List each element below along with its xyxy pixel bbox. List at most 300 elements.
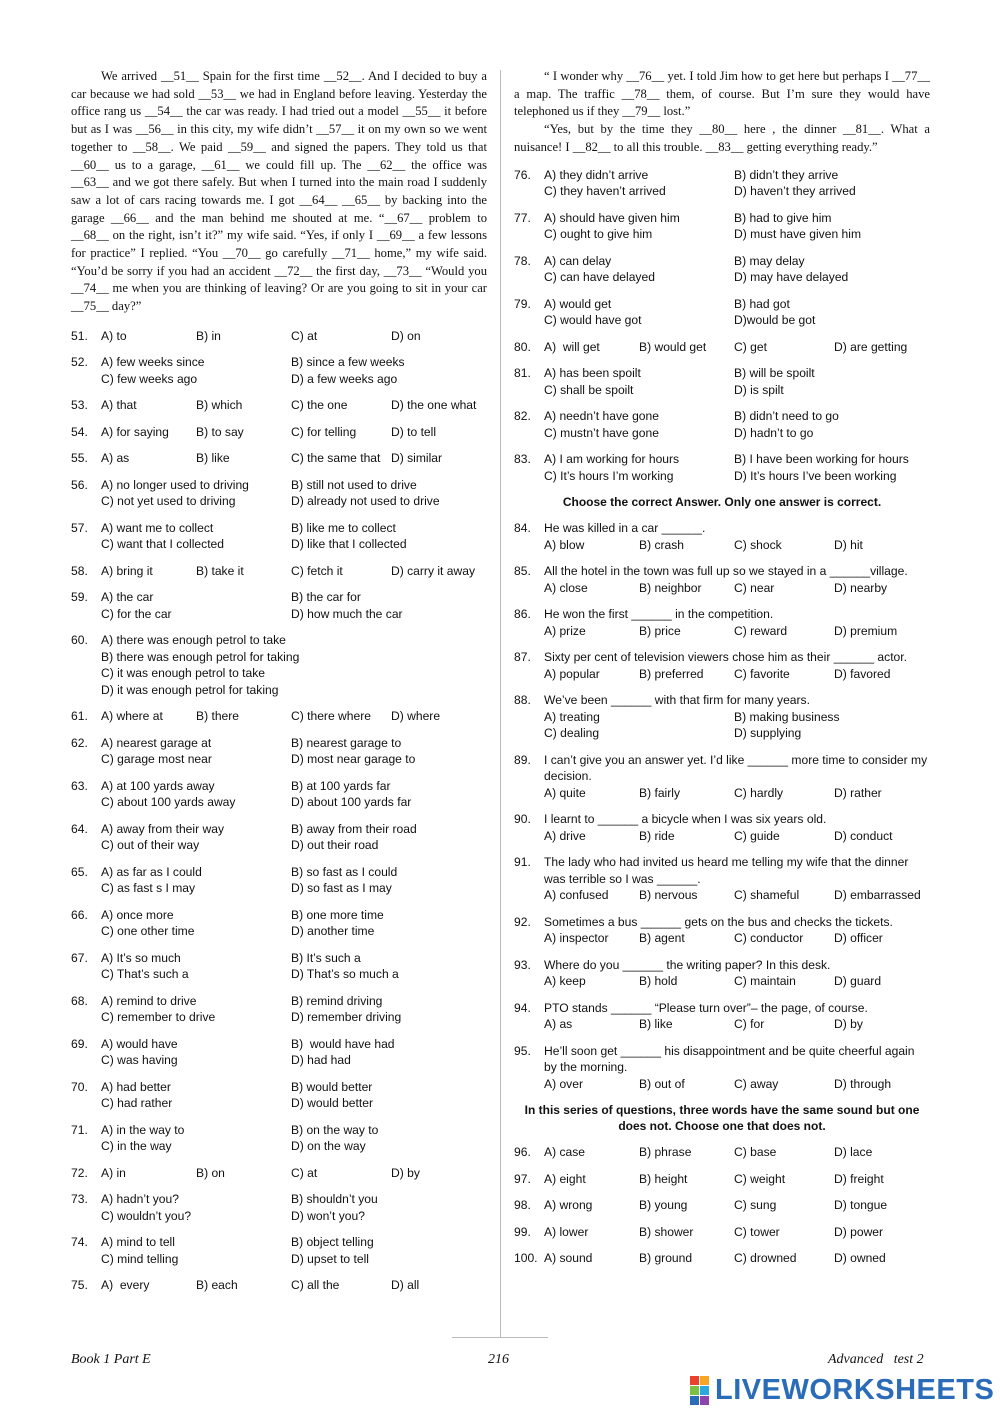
answer-option[interactable]: B) price xyxy=(639,623,681,638)
answer-option[interactable]: B) had got xyxy=(734,296,790,311)
answer-option[interactable]: B) neighbor xyxy=(639,580,702,595)
answer-option[interactable]: B) nearest garage to xyxy=(291,735,402,750)
answer-options xyxy=(101,1036,487,1069)
answer-option[interactable]: C) was having xyxy=(101,1053,178,1068)
answer-option[interactable]: C) at xyxy=(291,328,318,343)
answer-options xyxy=(101,397,487,414)
answer-option[interactable]: D) where xyxy=(391,709,441,724)
answer-option[interactable]: B) remind driving xyxy=(291,993,383,1008)
answer-option[interactable]: C) sung xyxy=(734,1198,777,1213)
answer-option[interactable]: D) would better xyxy=(291,1096,374,1111)
answer-options xyxy=(101,708,487,725)
answer-option[interactable]: B) making business xyxy=(734,709,840,724)
answer-option[interactable]: D) hadn’t to go xyxy=(734,425,814,440)
answer-option[interactable]: C) would have got xyxy=(544,313,642,328)
answer-option[interactable]: B) since a few weeks xyxy=(291,355,405,370)
question-number: 67. xyxy=(71,950,88,965)
answer-option[interactable]: D) freight xyxy=(834,1171,884,1186)
answer-option[interactable]: B) at 100 yards far xyxy=(291,778,391,793)
answer-option[interactable]: A) for saying xyxy=(101,424,169,439)
answer-option[interactable]: B) out of xyxy=(639,1076,685,1091)
answer-option[interactable]: B) so fast as I could xyxy=(291,864,398,879)
answer-option[interactable]: A) mind to tell xyxy=(101,1235,175,1250)
answer-options xyxy=(544,296,930,329)
answer-option[interactable]: D) won’t you? xyxy=(291,1208,365,1223)
answer-option[interactable]: C) guide xyxy=(734,828,780,843)
question-item xyxy=(514,606,930,639)
answer-option[interactable]: C) wouldn’t you? xyxy=(101,1208,192,1223)
question-number: 53. xyxy=(71,398,88,413)
answer-option[interactable]: C) can have delayed xyxy=(544,270,655,285)
answer-options xyxy=(101,1122,487,1155)
answer-option[interactable]: A) drive xyxy=(544,828,586,843)
answer-option[interactable]: C) base xyxy=(734,1145,777,1160)
answer-option[interactable]: B) would better xyxy=(291,1079,373,1094)
answer-option[interactable]: C) drowned xyxy=(734,1251,797,1266)
answer-option[interactable]: B) didn’t they arrive xyxy=(734,167,839,182)
answer-option[interactable]: B) young xyxy=(639,1198,688,1213)
answer-option[interactable]: B) one more time xyxy=(291,907,384,922)
question-body xyxy=(101,1165,487,1182)
brand-name: LIVEWORKSHEETS xyxy=(715,1373,995,1406)
logo-square xyxy=(690,1396,699,1405)
question-number: 91. xyxy=(514,855,531,870)
answer-option[interactable]: C) for the car xyxy=(101,606,172,621)
answer-option[interactable]: C) in the way xyxy=(101,1139,172,1154)
question-item xyxy=(71,1277,487,1294)
answer-option[interactable]: D) how much the car xyxy=(291,606,403,621)
answer-option[interactable]: D) to tell xyxy=(391,424,437,439)
answer-option[interactable]: B) which xyxy=(196,398,243,413)
answer-option[interactable]: B) I have been working for hours xyxy=(734,452,909,467)
answer-option[interactable]: B) crash xyxy=(639,537,685,552)
question-body xyxy=(101,1122,487,1155)
answer-option[interactable]: C) remember to drive xyxy=(101,1010,216,1025)
questions-84-95 xyxy=(514,520,930,1092)
answer-option[interactable]: D) is spilt xyxy=(734,382,784,397)
answer-options xyxy=(544,666,930,683)
answer-option[interactable]: C) conductor xyxy=(734,931,804,946)
question-item xyxy=(71,1122,487,1155)
answer-option[interactable]: A) that xyxy=(101,398,137,413)
answer-option[interactable]: D) are getting xyxy=(834,339,908,354)
answer-option[interactable]: B) in xyxy=(196,328,221,343)
answer-option[interactable]: D) may have delayed xyxy=(734,270,849,285)
question-number: 64. xyxy=(71,821,88,836)
answer-option[interactable]: B) will be spoilt xyxy=(734,366,815,381)
question-item xyxy=(514,365,930,398)
question-body xyxy=(101,864,487,897)
question-body xyxy=(544,408,930,441)
answer-option[interactable]: C) maintain xyxy=(734,974,796,989)
question-item xyxy=(71,563,487,580)
answer-options xyxy=(544,709,930,742)
answer-option[interactable]: A) want me to collect xyxy=(101,520,214,535)
answer-option[interactable]: B) like xyxy=(196,451,230,466)
answer-option[interactable]: A) lower xyxy=(544,1224,589,1239)
answer-option[interactable]: C) the same that xyxy=(291,451,381,466)
answer-option[interactable]: B) hold xyxy=(639,974,678,989)
question-item xyxy=(71,450,487,467)
answer-option[interactable]: C) tower xyxy=(734,1224,780,1239)
answer-option[interactable]: D) owned xyxy=(834,1251,886,1266)
answer-option[interactable]: D) guard xyxy=(834,974,882,989)
answer-option[interactable]: A) keep xyxy=(544,974,586,989)
answer-option[interactable]: B) like xyxy=(639,1017,673,1032)
answer-option[interactable]: A) sound xyxy=(544,1251,593,1266)
answer-option[interactable]: A) remind to drive xyxy=(101,993,197,1008)
answer-option[interactable]: D) out their road xyxy=(291,838,379,853)
answer-option[interactable]: D) the one what xyxy=(391,398,477,413)
answer-option[interactable]: A) to xyxy=(101,328,127,343)
answer-option[interactable]: A) once more xyxy=(101,907,174,922)
answer-option[interactable]: D) another time xyxy=(291,924,375,939)
question-number: 75. xyxy=(71,1278,88,1293)
answer-option[interactable]: C) want that I collected xyxy=(101,537,225,552)
answer-option[interactable]: D) rather xyxy=(834,785,882,800)
answer-option[interactable]: A) at 100 yards away xyxy=(101,778,215,793)
answer-option[interactable]: D) tongue xyxy=(834,1198,888,1213)
question-number: 70. xyxy=(71,1079,88,1094)
question-body xyxy=(544,854,930,904)
question-number: 83. xyxy=(514,452,531,467)
question-stem: I can’t give you an answer yet. I’d like ______ more time to consider my decision. xyxy=(544,752,928,784)
answer-option[interactable]: D) had had xyxy=(291,1053,351,1068)
question-number: 81. xyxy=(514,366,531,381)
answer-option[interactable]: D) It’s hours I’ve been working xyxy=(734,468,897,483)
answer-option[interactable]: C) mustn’t have gone xyxy=(544,425,659,440)
answer-option[interactable]: C) That’s such a xyxy=(101,967,189,982)
answer-option[interactable]: C) favorite xyxy=(734,666,790,681)
answer-option[interactable]: C) few weeks ago xyxy=(101,371,198,386)
answer-options xyxy=(544,365,930,398)
answer-option[interactable]: A) as xyxy=(101,451,130,466)
answer-option[interactable]: A) no longer used to driving xyxy=(101,477,249,492)
answer-option[interactable]: C) there where xyxy=(291,709,371,724)
answer-option[interactable]: B) take it xyxy=(196,563,244,578)
question-item xyxy=(514,253,930,286)
answer-option[interactable]: C) reward xyxy=(734,623,788,638)
question-number: 65. xyxy=(71,864,88,879)
answer-option[interactable]: A) blow xyxy=(544,537,585,552)
column-divider xyxy=(500,70,501,1338)
answer-option[interactable]: A) had better xyxy=(101,1079,171,1094)
answer-option[interactable]: A) wrong xyxy=(544,1198,593,1213)
answer-option[interactable]: C) it was enough petrol to take xyxy=(101,666,266,681)
answer-option[interactable]: C) they haven’t arrived xyxy=(544,184,666,199)
answer-option[interactable]: C) weight xyxy=(734,1171,786,1186)
answer-option[interactable]: D) a few weeks ago xyxy=(291,371,398,386)
answer-option[interactable]: B) to say xyxy=(196,424,244,439)
answer-options xyxy=(544,1171,930,1188)
question-number: 94. xyxy=(514,1000,531,1015)
question-body xyxy=(101,950,487,983)
answer-option[interactable]: C) shall be spoilt xyxy=(544,382,634,397)
answer-options xyxy=(544,887,930,904)
question-number: 97. xyxy=(514,1171,531,1186)
question-number: 92. xyxy=(514,914,531,929)
answer-option[interactable]: D) supplying xyxy=(734,726,802,741)
answer-option[interactable]: B) preferred xyxy=(639,666,704,681)
question-stem: Sixty per cent of television viewers chose him as their ______ actor. xyxy=(544,650,907,665)
question-item xyxy=(514,1250,930,1267)
answer-option[interactable]: C) about 100 yards away xyxy=(101,795,236,810)
answer-option[interactable]: D) it was enough petrol for taking xyxy=(101,682,279,697)
question-body xyxy=(101,632,487,698)
answer-option[interactable]: B) object telling xyxy=(291,1235,374,1250)
answer-option[interactable]: C) the one xyxy=(291,398,348,413)
question-body xyxy=(101,450,487,467)
answer-option[interactable]: D) all xyxy=(391,1278,420,1293)
answer-options xyxy=(544,537,930,554)
answer-option[interactable]: C) away xyxy=(734,1076,779,1091)
question-body xyxy=(101,778,487,811)
question-number: 71. xyxy=(71,1122,88,1137)
answer-option[interactable]: A) they didn’t arrive xyxy=(544,167,649,182)
answer-option[interactable]: B) on the way to xyxy=(291,1122,379,1137)
question-number: 57. xyxy=(71,520,88,535)
question-body xyxy=(101,424,487,441)
answer-options xyxy=(544,167,930,200)
question-number: 85. xyxy=(514,564,531,579)
answer-option[interactable]: A) where at xyxy=(101,709,163,724)
answer-option[interactable]: B) would get xyxy=(639,339,707,354)
answer-option[interactable]: A) has been spoilt xyxy=(544,366,641,381)
answer-option[interactable]: D) must have given him xyxy=(734,227,862,242)
answer-option[interactable]: A) in xyxy=(101,1165,126,1180)
answer-option[interactable]: C) at xyxy=(291,1165,318,1180)
answer-option[interactable]: A) should have given him xyxy=(544,210,680,225)
answer-option[interactable]: A) over xyxy=(544,1076,583,1091)
question-number: 63. xyxy=(71,778,88,793)
answer-option[interactable]: B) the car for xyxy=(291,590,361,605)
answer-option[interactable]: D) upset to tell xyxy=(291,1251,369,1266)
answer-option[interactable]: D) similar xyxy=(391,451,443,466)
answer-option[interactable]: B) may delay xyxy=(734,253,805,268)
answer-option[interactable]: D) remember driving xyxy=(291,1010,402,1025)
answer-option[interactable]: A) case xyxy=(544,1145,585,1160)
answer-option[interactable]: D) nearby xyxy=(834,580,888,595)
answer-option[interactable]: A) nearest garage at xyxy=(101,735,212,750)
answer-options xyxy=(101,1079,487,1112)
answer-option[interactable]: C) as fast s I may xyxy=(101,881,196,896)
question-number: 90. xyxy=(514,812,531,827)
answer-option[interactable]: B) ride xyxy=(639,828,675,843)
answer-option[interactable]: A) in the way to xyxy=(101,1122,185,1137)
answer-option[interactable]: B) agent xyxy=(639,931,685,946)
answer-option[interactable]: C) for telling xyxy=(291,424,357,439)
answer-option[interactable]: A) eight xyxy=(544,1171,586,1186)
answer-options xyxy=(544,930,930,947)
question-number: 72. xyxy=(71,1165,88,1180)
answer-options xyxy=(101,520,487,553)
question-body xyxy=(101,1277,487,1294)
answer-option[interactable]: C) garage most near xyxy=(101,752,212,767)
answer-option[interactable]: A) would get xyxy=(544,296,612,311)
answer-option[interactable]: A) close xyxy=(544,580,588,595)
question-body xyxy=(544,451,930,484)
question-number: 59. xyxy=(71,590,88,605)
question-body xyxy=(101,1191,487,1224)
question-item xyxy=(514,1171,930,1188)
answer-option[interactable]: A) needn’t have gone xyxy=(544,409,659,424)
answer-option[interactable]: B) height xyxy=(639,1171,688,1186)
answer-option[interactable]: B) away from their road xyxy=(291,821,417,836)
question-item xyxy=(71,1036,487,1069)
question-stem: All the hotel in the town was full up so we stayed in a ______village. xyxy=(544,564,908,579)
answer-option[interactable]: A) few weeks since xyxy=(101,355,205,370)
questions-96-100 xyxy=(514,1144,930,1267)
answer-option[interactable]: C) shock xyxy=(734,537,782,552)
answer-option[interactable]: C) dealing xyxy=(544,726,600,741)
answer-option[interactable]: B) there xyxy=(196,709,240,724)
answer-option[interactable]: A) bring it xyxy=(101,563,153,578)
answer-option[interactable]: D) already not used to drive xyxy=(291,494,440,509)
answer-options xyxy=(544,451,930,484)
answer-option[interactable]: D) by xyxy=(834,1017,863,1032)
question-body xyxy=(544,692,930,742)
answer-option[interactable]: C) all the xyxy=(291,1278,340,1293)
answer-option[interactable]: B) It’s such a xyxy=(291,950,361,965)
answer-option[interactable]: D) about 100 yards far xyxy=(291,795,412,810)
questions-76-83 xyxy=(514,167,930,485)
question-body xyxy=(544,914,930,947)
answer-option[interactable]: D) power xyxy=(834,1224,884,1239)
answer-option[interactable]: C) one other time xyxy=(101,924,195,939)
answer-option[interactable]: B) had to give him xyxy=(734,210,832,225)
answer-option[interactable]: B) like me to collect xyxy=(291,520,396,535)
answer-option[interactable]: A) confused xyxy=(544,888,609,903)
answer-option[interactable]: B) would have had xyxy=(291,1036,395,1051)
question-item xyxy=(71,1234,487,1267)
answer-option[interactable]: C) not yet used to driving xyxy=(101,494,236,509)
answer-option[interactable]: C) near xyxy=(734,580,775,595)
answer-option[interactable]: B) nervous xyxy=(639,888,698,903)
answer-option[interactable]: A) I am working for hours xyxy=(544,452,680,467)
answer-options xyxy=(101,563,487,580)
answer-option[interactable]: B) shower xyxy=(639,1224,694,1239)
answer-option[interactable]: A) It’s so much xyxy=(101,950,181,965)
answer-option[interactable]: C) out of their way xyxy=(101,838,200,853)
answer-option[interactable]: C) get xyxy=(734,339,767,354)
answer-option[interactable]: A) popular xyxy=(544,666,600,681)
question-item xyxy=(514,649,930,682)
answer-option[interactable]: A) as xyxy=(544,1017,573,1032)
answer-option[interactable]: D)would be got xyxy=(734,313,816,328)
answer-options xyxy=(544,1144,930,1161)
answer-option[interactable]: C) ought to give him xyxy=(544,227,653,242)
answer-option[interactable]: D) hit xyxy=(834,537,863,552)
answer-option[interactable]: A) prize xyxy=(544,623,586,638)
answer-option[interactable]: B) each xyxy=(196,1278,238,1293)
answer-option[interactable]: A) there was enough petrol to take xyxy=(101,633,286,648)
answer-option[interactable]: D) by xyxy=(391,1165,420,1180)
answer-option[interactable]: C) mind telling xyxy=(101,1251,179,1266)
answer-options xyxy=(101,328,487,345)
answer-option[interactable]: D) lace xyxy=(834,1145,873,1160)
answer-option[interactable]: A) away from their way xyxy=(101,821,224,836)
answer-option[interactable]: C) shameful xyxy=(734,888,800,903)
answer-option[interactable]: D) That’s so much a xyxy=(291,967,399,982)
answer-option[interactable]: C) hardly xyxy=(734,785,784,800)
answer-option[interactable]: C) fetch it xyxy=(291,563,343,578)
answer-option[interactable]: A) can delay xyxy=(544,253,612,268)
answer-option[interactable]: B) shouldn’t you xyxy=(291,1192,378,1207)
question-body xyxy=(544,957,930,990)
left-column xyxy=(71,68,487,1304)
answer-option[interactable]: B) there was enough petrol for taking xyxy=(101,649,300,664)
answer-option[interactable]: C) for xyxy=(734,1017,765,1032)
question-number: 55. xyxy=(71,451,88,466)
answer-option[interactable]: C) It’s hours I’m working xyxy=(544,468,674,483)
answer-option[interactable]: D) so fast as I may xyxy=(291,881,392,896)
question-body xyxy=(101,354,487,387)
answer-option[interactable]: D) conduct xyxy=(834,828,893,843)
question-number: 95. xyxy=(514,1043,531,1058)
answer-option[interactable]: D) through xyxy=(834,1076,892,1091)
answer-option[interactable]: B) phrase xyxy=(639,1145,692,1160)
answer-options xyxy=(101,589,487,622)
answer-options xyxy=(101,1165,487,1182)
answer-option[interactable]: D) favored xyxy=(834,666,891,681)
answer-option[interactable]: A) will get xyxy=(544,339,600,354)
answer-option[interactable]: D) on the way xyxy=(291,1139,366,1154)
answer-option[interactable]: B) didn’t need to go xyxy=(734,409,839,424)
question-item xyxy=(514,1197,930,1214)
answer-options xyxy=(544,1016,930,1033)
answer-option[interactable]: D) like that I collected xyxy=(291,537,407,552)
question-item xyxy=(514,854,930,904)
answer-option[interactable]: D) most near garage to xyxy=(291,752,416,767)
answer-option[interactable]: D) premium xyxy=(834,623,898,638)
answer-option[interactable]: A) every xyxy=(101,1278,150,1293)
question-item xyxy=(514,914,930,947)
question-item xyxy=(71,354,487,387)
question-item xyxy=(71,778,487,811)
question-number: 54. xyxy=(71,424,88,439)
question-body xyxy=(544,296,930,329)
answer-option[interactable]: A) would have xyxy=(101,1036,178,1051)
question-stem: He was killed in a car ______. xyxy=(544,521,706,536)
logo-icon xyxy=(690,1376,709,1405)
answer-option[interactable]: A) inspector xyxy=(544,931,609,946)
question-body xyxy=(544,1000,930,1033)
passage-paragraph: “Yes, but by the time they __80__ here , the dinner __81__. What a nuisance! I __82__ to all this trouble. __83__ getting everything ready.” xyxy=(514,122,930,154)
question-number: 76. xyxy=(514,167,531,182)
answer-option[interactable]: B) ground xyxy=(639,1251,693,1266)
answer-option[interactable]: D) embarrassed xyxy=(834,888,921,903)
answer-option[interactable]: D) on xyxy=(391,328,421,343)
question-number: 77. xyxy=(514,210,531,225)
answer-option[interactable]: B) on xyxy=(196,1165,225,1180)
answer-option[interactable]: B) fairly xyxy=(639,785,680,800)
answer-option[interactable]: A) hadn’t you? xyxy=(101,1192,179,1207)
answer-option[interactable]: A) as far as I could xyxy=(101,864,202,879)
answer-option[interactable]: B) still not used to drive xyxy=(291,477,417,492)
answer-option[interactable]: C) had rather xyxy=(101,1096,173,1111)
answer-options xyxy=(101,1277,487,1294)
question-number: 56. xyxy=(71,477,88,492)
answer-option[interactable]: A) treating xyxy=(544,709,600,724)
answer-option[interactable]: A) quite xyxy=(544,785,586,800)
answer-option[interactable]: D) officer xyxy=(834,931,883,946)
answer-option[interactable]: D) carry it away xyxy=(391,563,475,578)
answer-option[interactable]: A) the car xyxy=(101,590,154,605)
question-item xyxy=(514,296,930,329)
answer-option[interactable]: D) haven’t they arrived xyxy=(734,184,856,199)
question-body xyxy=(101,1036,487,1069)
question-item xyxy=(71,328,487,345)
